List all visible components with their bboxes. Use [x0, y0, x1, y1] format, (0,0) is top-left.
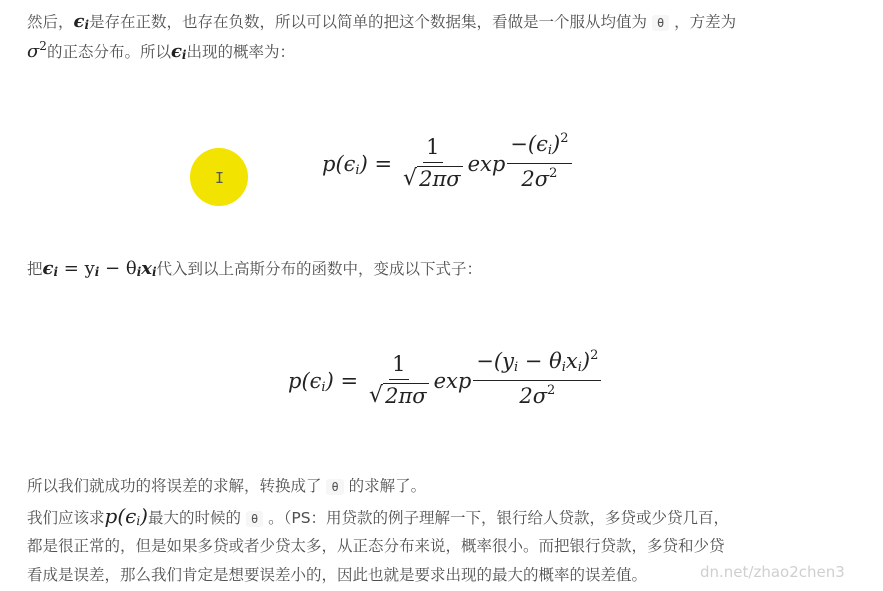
paragraph-line-6	[27, 534, 865, 558]
epsilon-symbol: $\epsilon_i$	[73, 11, 90, 32]
equation-gaussian-probability	[322, 132, 574, 195]
exp-label: exp	[467, 151, 506, 176]
equation-substituted	[288, 349, 603, 412]
inline-code-theta: θ	[326, 479, 343, 495]
text-segment: 把	[27, 260, 43, 278]
fraction-exponent: $\frac{-(\epsilon_i)^2}{2\sigma^2}$	[507, 132, 571, 195]
paragraph-line-5	[27, 504, 865, 531]
watermark: dn.net/zhao2chen3	[700, 563, 845, 581]
inline-formula-epsilon: $\epsilon_i = y_i - \theta_ix_i$	[42, 258, 157, 279]
text-segment: 然后，	[27, 13, 74, 31]
fraction-one-over-root: 1 √ 2πσ	[369, 352, 427, 408]
inline-code-theta: θ	[652, 15, 669, 31]
text-segment: ，方差为	[674, 13, 737, 31]
text-segment: 的求解了。	[348, 477, 427, 495]
exp-label: exp	[433, 368, 472, 393]
fraction-one-over-root: 1 √ 2πσ	[403, 135, 461, 191]
sigma-squared: $\sigma^2$	[27, 39, 47, 62]
text-segment: 最大的时候的	[147, 509, 241, 527]
text-segment: 我们应该求	[27, 509, 105, 527]
equation-lhs: $p(\epsilon_i)$ =	[322, 151, 393, 178]
paragraph-line-4	[27, 474, 865, 499]
text-cursor-icon: I	[215, 169, 225, 187]
text-segment: 是存在正数，也存在负数，所以可以简单的把这个数据集，看做是一个服从均值为	[89, 13, 648, 31]
text-segment: 看成是误差，那么我们肯定是想要误差小的，因此也就是要求出现的最大的概率的误差值。	[27, 566, 648, 584]
paragraph-line-3	[27, 257, 865, 282]
text-segment: 出现的概率为：	[186, 43, 295, 61]
text-segment: 的正态分布。所以	[46, 43, 171, 61]
text-segment: 。（PS：用贷款的例子理解一下，银行给人贷款，多贷或少贷几百，	[268, 509, 730, 527]
text-segment: 都是很正常的，但是如果多贷或者少贷太多，从正态分布来说，概率很小。而把银行贷款，多贷和少贷	[27, 537, 725, 555]
paragraph-line-1	[27, 10, 865, 35]
fraction-exponent: $\frac{-(y_i - \theta_ix_i)^2}{2\sigma^2}$	[473, 349, 601, 412]
text-segment: 所以我们就成功的将误差的求解，转换成了	[27, 477, 322, 495]
equation-lhs: $p(\epsilon_i)$ =	[288, 368, 359, 395]
paragraph-line-2	[27, 40, 865, 65]
inline-formula-probability: $p(\epsilon_i)$	[104, 504, 148, 528]
inline-code-theta: θ	[246, 511, 263, 527]
epsilon-symbol: $\epsilon_i$	[170, 41, 187, 62]
text-segment: 代入到以上高斯分布的函数中，变成以下式子：	[156, 260, 483, 278]
